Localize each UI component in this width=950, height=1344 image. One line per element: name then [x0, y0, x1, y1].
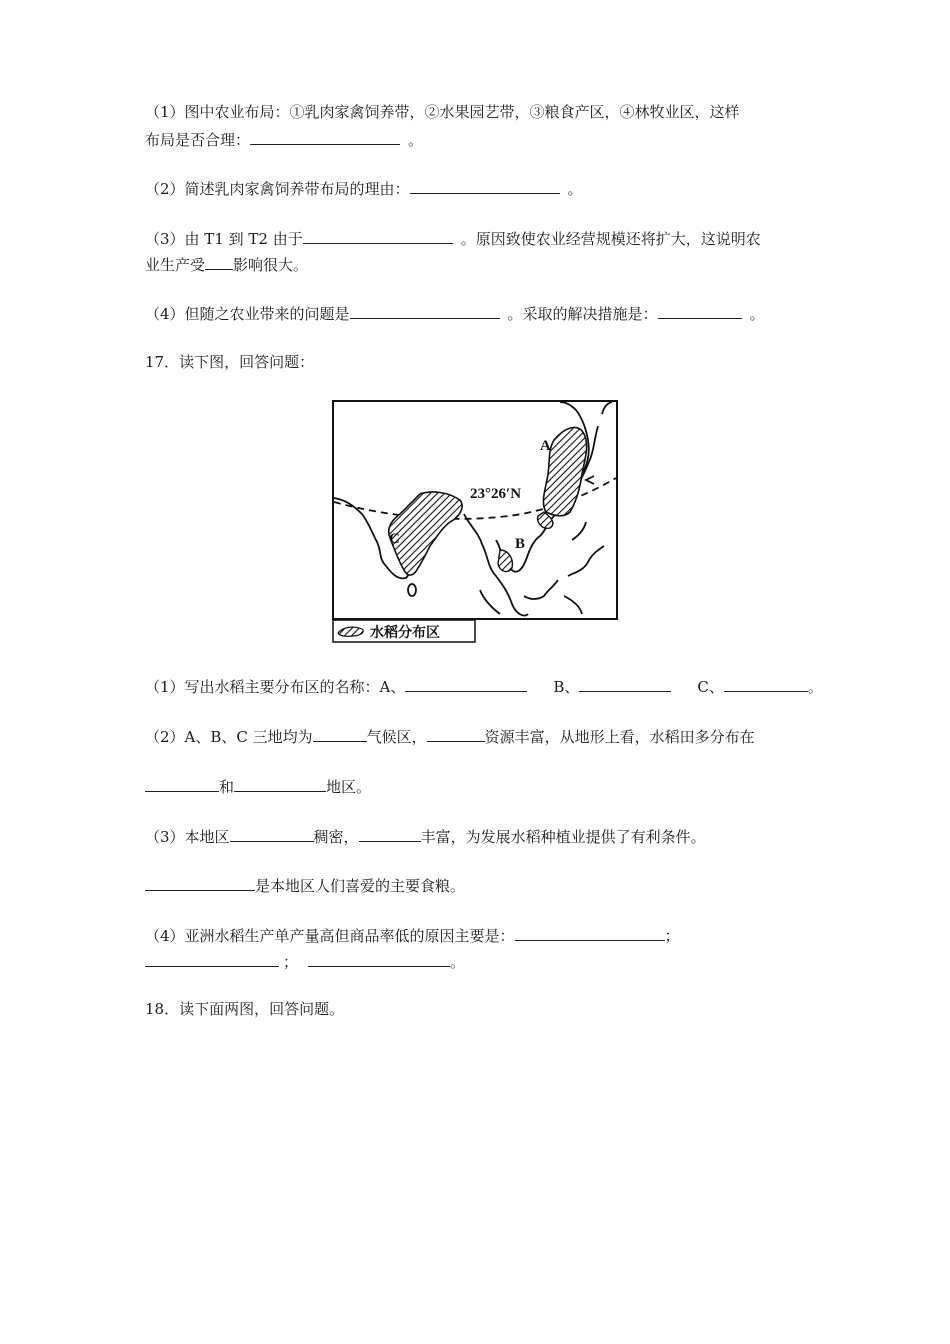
q17-part4-line2 [145, 950, 465, 973]
q16-part3-text2: 业生产受 [145, 256, 206, 274]
answer-blank[interactable] [234, 775, 326, 792]
q16-part4-text: 。采取的解决措施是： [507, 305, 658, 323]
answer-blank[interactable] [205, 253, 233, 270]
rice-distribution-map [332, 400, 618, 644]
question-title: 17．读下图，回答问题： [145, 353, 315, 371]
q17-part1-line [145, 675, 823, 698]
answer-blank-a[interactable] [405, 675, 527, 692]
q17-part3-line2 [145, 874, 465, 897]
answer-blank[interactable] [145, 775, 219, 792]
q17-title [145, 351, 314, 373]
q17-part2-text2: 资源丰富，从地形上看，水稻田多分布在 [484, 728, 755, 746]
q16-part3-text3: 影响很大。 [233, 256, 309, 274]
map-label-b: B [515, 536, 526, 552]
answer-blank[interactable] [250, 128, 400, 145]
q16-part1-text: （1）图中农业布局：①乳肉家禽饲养带，②水果园艺带，③粮食产区，④林牧业区，这样 [145, 103, 740, 121]
q17-part2-line1 [145, 725, 755, 748]
q17-part2-line2 [145, 775, 371, 798]
map-figure [332, 400, 618, 644]
punctuation: 。 [807, 678, 823, 696]
punctuation: ； [283, 953, 299, 971]
punctuation: 。 [749, 305, 765, 323]
q16-part1-prompt: 布局是否合理： [145, 131, 251, 149]
q16-part3-text: 。原因致使农业经营规模还将扩大，这说明农 [460, 230, 761, 248]
q17-part1-b: B、 [553, 678, 580, 696]
q18-title [145, 998, 344, 1020]
answer-blank[interactable] [410, 177, 560, 194]
answer-blank[interactable] [145, 950, 279, 967]
q17-part3-text: 稠密， [313, 828, 359, 846]
q16-part1-line2 [145, 128, 423, 151]
q17-part3-prompt: （3）本地区 [145, 828, 230, 846]
q17-part2-and: 和 [219, 778, 235, 796]
q17-part2-text: 气候区， [366, 728, 427, 746]
q16-part3-prompt: （3）由 T1 到 T2 由于 [145, 230, 303, 248]
map-latitude-label: 23°26′N [470, 486, 522, 502]
answer-blank[interactable] [427, 725, 485, 742]
punctuation: 。 [450, 953, 466, 971]
q17-part3-line1 [145, 825, 706, 848]
answer-blank[interactable] [145, 874, 255, 891]
answer-blank[interactable] [313, 725, 367, 742]
q17-part2-prompt: （2）A、B、C 三地均为 [145, 728, 313, 746]
map-label-c: C [389, 531, 400, 547]
q16-part1-line1 [145, 101, 740, 123]
q17-part3-text2: 丰富，为发展水稻种植业提供了有利条件。 [420, 828, 706, 846]
punctuation: 。 [567, 180, 583, 198]
punctuation: 。 [408, 131, 424, 149]
map-label-a: A [540, 438, 551, 454]
answer-blank[interactable] [308, 950, 450, 967]
question-title: 18．读下面两图，回答问题。 [145, 1000, 345, 1018]
q17-part4-prompt: （4）亚洲水稻生产单产量高但商品率低的原因主要是： [145, 927, 515, 945]
q16-part3-line1 [145, 227, 761, 250]
q17-part3-text3: 是本地区人们喜爱的主要食粮。 [255, 877, 466, 895]
q16-part4-line [145, 302, 765, 325]
q16-part2-prompt: （2）简述乳肉家禽饲养带布局的理由： [145, 180, 410, 198]
answer-blank[interactable] [359, 825, 421, 842]
punctuation: ； [664, 927, 680, 945]
q16-part3-line2 [145, 253, 308, 276]
answer-blank[interactable] [230, 825, 314, 842]
legend-text: 水稻分布区 [370, 625, 440, 641]
q17-part4-line1 [145, 924, 680, 947]
q16-part2-line [145, 177, 583, 200]
answer-blank[interactable] [350, 302, 500, 319]
q16-part4-prompt: （4）但随之农业带来的问题是 [145, 305, 350, 323]
answer-blank-c[interactable] [724, 675, 808, 692]
answer-blank[interactable] [303, 227, 453, 244]
q17-part1-prompt: （1）写出水稻主要分布区的名称：A、 [145, 678, 406, 696]
q17-part1-c: C、 [697, 678, 724, 696]
q17-part2-text3: 地区。 [326, 778, 372, 796]
answer-blank[interactable] [515, 924, 665, 941]
answer-blank-b[interactable] [579, 675, 671, 692]
answer-blank[interactable] [658, 302, 742, 319]
